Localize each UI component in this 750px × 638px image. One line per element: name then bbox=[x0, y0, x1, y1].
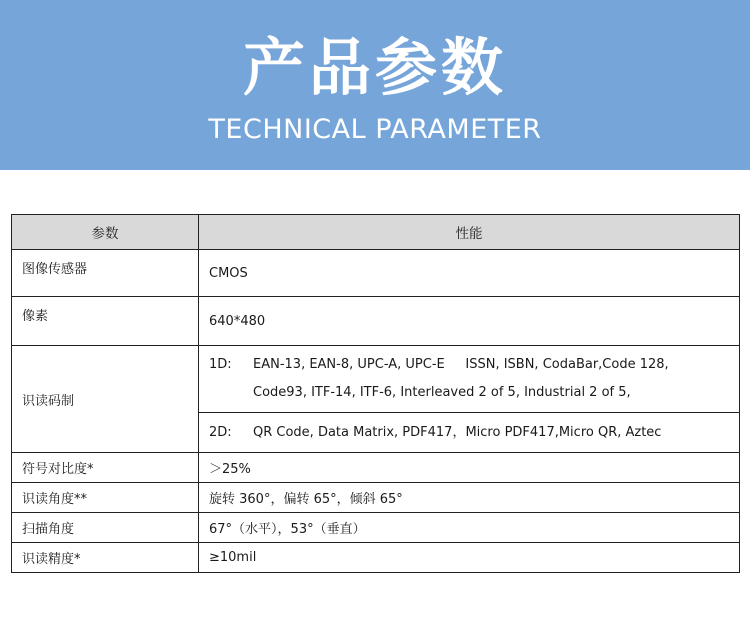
row-label-pixel: 像素 bbox=[12, 297, 199, 346]
row-value-codes-2d bbox=[199, 413, 740, 453]
row-label-sensor: 图像传感器 bbox=[12, 250, 199, 297]
row-value-angle: 旋转 360°，偏转 65°，倾斜 65° bbox=[199, 483, 740, 513]
table-header-row bbox=[12, 215, 740, 250]
page-subtitle: TECHNICAL PARAMETER bbox=[208, 114, 542, 145]
row-value-precision: ≥10mil bbox=[199, 543, 740, 573]
row-value-codes-1d bbox=[199, 346, 740, 413]
page-title: 产品参数 bbox=[242, 31, 507, 104]
table-row bbox=[12, 513, 740, 543]
table-row bbox=[12, 453, 740, 483]
codes-1d-line1: EAN-13, EAN-8, UPC-A, UPC-E ISSN, ISBN, CodaBar,Code 128, bbox=[253, 357, 669, 372]
row-value-sensor: CMOS bbox=[199, 250, 740, 297]
row-label-contrast: 符号对比度* bbox=[12, 453, 199, 483]
header-performance: 性能 bbox=[199, 215, 740, 250]
parameter-table bbox=[11, 214, 740, 573]
table-row bbox=[12, 297, 740, 346]
table-row bbox=[12, 346, 740, 413]
table-row bbox=[12, 543, 740, 573]
row-label-precision: 识读精度* bbox=[12, 543, 199, 573]
codes-2d-value: QR Code, Data Matrix, PDF417，Micro PDF417,Micro QR, Aztec bbox=[253, 424, 662, 440]
codes-1d-line2: Code93, ITF-14, ITF-6, Interleaved 2 of 5, Industrial 2 of 5, bbox=[253, 385, 631, 400]
table-row bbox=[12, 250, 740, 297]
header-parameter: 参数 bbox=[12, 215, 199, 250]
table-row bbox=[12, 483, 740, 513]
codes-1d-prefix: 1D: bbox=[209, 357, 232, 372]
row-label-codes: 识读码制 bbox=[12, 346, 199, 453]
codes-2d-prefix: 2D: bbox=[209, 424, 232, 440]
row-value-scan-angle: 67°（水平），53°（垂直） bbox=[199, 513, 740, 543]
row-label-scan-angle: 扫描角度 bbox=[12, 513, 199, 543]
row-label-angle: 识读角度** bbox=[12, 483, 199, 513]
row-value-contrast: ＞25% bbox=[199, 453, 740, 483]
header-banner bbox=[0, 0, 750, 170]
row-value-pixel: 640*480 bbox=[199, 297, 740, 346]
